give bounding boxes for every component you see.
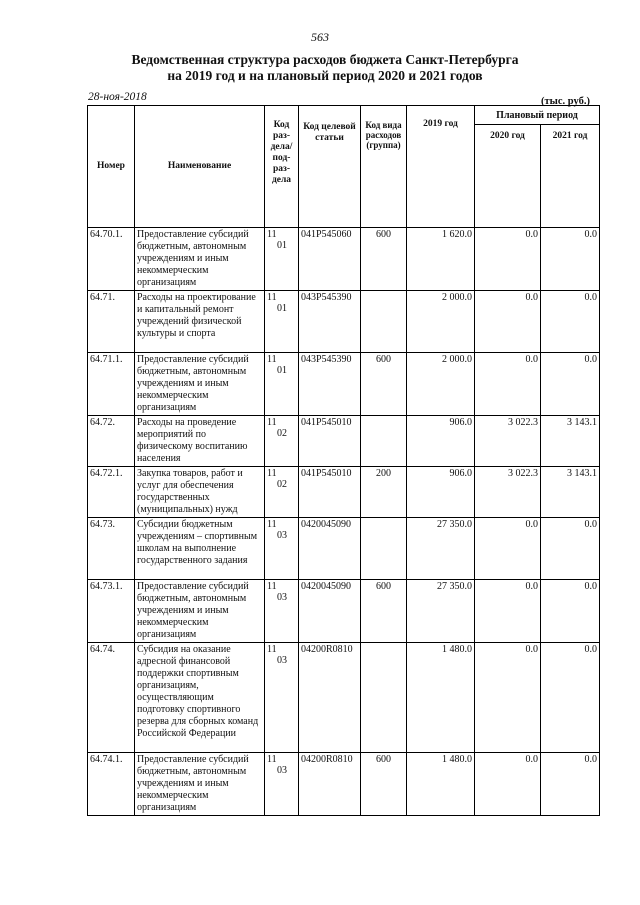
row-section: 11 xyxy=(267,229,277,240)
header-expense-type-code: Код вида расходов (группа) xyxy=(361,106,407,228)
header-target-code: Код целевой статьи xyxy=(299,106,361,228)
title-line-1: Ведомственная структура расходов бюджета Санкт-Петербурга xyxy=(131,52,519,67)
row-amount-2021: 0.0 xyxy=(541,753,600,816)
row-number: 64.72.1. xyxy=(88,467,135,518)
row-amount-2020: 0.0 xyxy=(475,353,541,416)
row-name: Расходы на проведение мероприятий по физическому воспитанию населения xyxy=(135,416,265,467)
row-amount-2021: 0.0 xyxy=(541,643,600,753)
row-subsection: 01 xyxy=(277,365,287,376)
row-amount-2019: 1 620.0 xyxy=(407,228,475,291)
row-subsection: 03 xyxy=(277,655,287,666)
row-amount-2021: 0.0 xyxy=(541,518,600,580)
row-target-code: 041P545010 xyxy=(299,416,361,467)
row-target-code: 041P545060 xyxy=(299,228,361,291)
row-expense-type-code: 200 xyxy=(361,467,407,518)
row-number: 64.72. xyxy=(88,416,135,467)
row-number: 64.73.1. xyxy=(88,580,135,643)
row-amount-2020: 0.0 xyxy=(475,643,541,753)
row-expense-type-code: 600 xyxy=(361,580,407,643)
units-label: (тыс. руб.) xyxy=(541,96,590,107)
row-section-code xyxy=(265,228,299,291)
row-expense-type-code xyxy=(361,518,407,580)
row-expense-type-code: 600 xyxy=(361,353,407,416)
row-section: 11 xyxy=(267,468,277,479)
row-amount-2019: 27 350.0 xyxy=(407,518,475,580)
row-amount-2020: 0.0 xyxy=(475,580,541,643)
row-amount-2019: 1 480.0 xyxy=(407,753,475,816)
row-name: Предоставление субсидий бюджетным, автономным учреждениям и иным некоммерческим организациям xyxy=(135,753,265,816)
row-amount-2021: 3 143.1 xyxy=(541,467,600,518)
row-amount-2020: 0.0 xyxy=(475,228,541,291)
row-name: Субсидия на оказание адресной финансовой поддержки спортивным организациям, осуществляющим подготовку спортивного резерва для сборных команд Российской Федерации xyxy=(135,643,265,753)
row-section-code xyxy=(265,643,299,753)
row-amount-2019: 27 350.0 xyxy=(407,580,475,643)
page-number: 563 xyxy=(311,30,329,44)
table-row xyxy=(88,416,600,467)
row-section: 11 xyxy=(267,354,277,365)
row-subsection: 01 xyxy=(277,303,287,314)
expenditure-table xyxy=(87,105,600,816)
row-amount-2021: 0.0 xyxy=(541,291,600,353)
row-amount-2020: 3 022.3 xyxy=(475,467,541,518)
row-target-code: 041P545010 xyxy=(299,467,361,518)
row-name: Предоставление субсидий бюджетным, автономным учреждениям и иным некоммерческим организациям xyxy=(135,228,265,291)
row-subsection: 03 xyxy=(277,592,287,603)
row-section-code xyxy=(265,467,299,518)
row-expense-type-code xyxy=(361,291,407,353)
row-name: Предоставление субсидий бюджетным, автономным учреждениям и иным некоммерческим организациям xyxy=(135,353,265,416)
page-title xyxy=(60,52,590,84)
row-section-code xyxy=(265,580,299,643)
row-subsection: 02 xyxy=(277,479,287,490)
row-amount-2020: 0.0 xyxy=(475,518,541,580)
table-row xyxy=(88,518,600,580)
row-target-code: 0420045090 xyxy=(299,580,361,643)
header-section-code: Код раз- дела/ под- раз- дела xyxy=(265,106,299,228)
row-amount-2019: 2 000.0 xyxy=(407,291,475,353)
table-row xyxy=(88,353,600,416)
row-section: 11 xyxy=(267,292,277,303)
row-amount-2019: 906.0 xyxy=(407,416,475,467)
row-subsection: 01 xyxy=(277,240,287,251)
row-number: 64.70.1. xyxy=(88,228,135,291)
row-name: Предоставление субсидий бюджетным, автономным учреждениям и иным некоммерческим организациям xyxy=(135,580,265,643)
row-expense-type-code xyxy=(361,416,407,467)
header-2021: 2021 год xyxy=(541,125,600,228)
row-amount-2020: 3 022.3 xyxy=(475,416,541,467)
row-expense-type-code: 600 xyxy=(361,753,407,816)
row-target-code: 043P545390 xyxy=(299,291,361,353)
row-amount-2021: 3 143.1 xyxy=(541,416,600,467)
row-subsection: 03 xyxy=(277,530,287,541)
row-section-code xyxy=(265,353,299,416)
header-planned-period: Плановый период xyxy=(475,106,600,125)
table-row xyxy=(88,291,600,353)
row-amount-2021: 0.0 xyxy=(541,580,600,643)
row-number: 64.71. xyxy=(88,291,135,353)
title-line-2: на 2019 год и на плановый период 2020 и 2021 годов xyxy=(167,68,483,83)
row-section: 11 xyxy=(267,519,277,530)
table-row xyxy=(88,467,600,518)
row-section: 11 xyxy=(267,754,277,765)
row-target-code: 04200R0810 xyxy=(299,643,361,753)
row-amount-2020: 0.0 xyxy=(475,753,541,816)
report-date: 28-ноя-2018 xyxy=(88,91,147,103)
row-section-code xyxy=(265,416,299,467)
row-amount-2021: 0.0 xyxy=(541,228,600,291)
row-section: 11 xyxy=(267,581,277,592)
row-expense-type-code: 600 xyxy=(361,228,407,291)
row-amount-2019: 906.0 xyxy=(407,467,475,518)
row-name: Субсидии бюджетным учреждениям – спортивным школам на выполнение государственного задания xyxy=(135,518,265,580)
row-amount-2019: 1 480.0 xyxy=(407,643,475,753)
table-row xyxy=(88,580,600,643)
row-name: Закупка товаров, работ и услуг для обеспечения государственных (муниципальных) нужд xyxy=(135,467,265,518)
header-2019: 2019 год xyxy=(407,106,475,228)
table-row xyxy=(88,753,600,816)
row-expense-type-code xyxy=(361,643,407,753)
row-number: 64.71.1. xyxy=(88,353,135,416)
header-name: Наименование xyxy=(135,106,265,228)
row-section: 11 xyxy=(267,417,277,428)
row-target-code: 043P545390 xyxy=(299,353,361,416)
row-amount-2020: 0.0 xyxy=(475,291,541,353)
row-section-code xyxy=(265,518,299,580)
row-subsection: 03 xyxy=(277,765,287,776)
row-section: 11 xyxy=(267,644,277,655)
row-target-code: 04200R0810 xyxy=(299,753,361,816)
header-number: Номер xyxy=(88,106,135,228)
table-row xyxy=(88,228,600,291)
row-subsection: 02 xyxy=(277,428,287,439)
row-section-code xyxy=(265,753,299,816)
row-section-code xyxy=(265,291,299,353)
row-amount-2019: 2 000.0 xyxy=(407,353,475,416)
row-number: 64.73. xyxy=(88,518,135,580)
row-target-code: 0420045090 xyxy=(299,518,361,580)
row-number: 64.74. xyxy=(88,643,135,753)
row-amount-2021: 0.0 xyxy=(541,353,600,416)
table-row xyxy=(88,643,600,753)
row-name: Расходы на проектирование и капитальный ремонт учреждений физической культуры и спорта xyxy=(135,291,265,353)
row-number: 64.74.1. xyxy=(88,753,135,816)
header-2020: 2020 год xyxy=(475,125,541,228)
